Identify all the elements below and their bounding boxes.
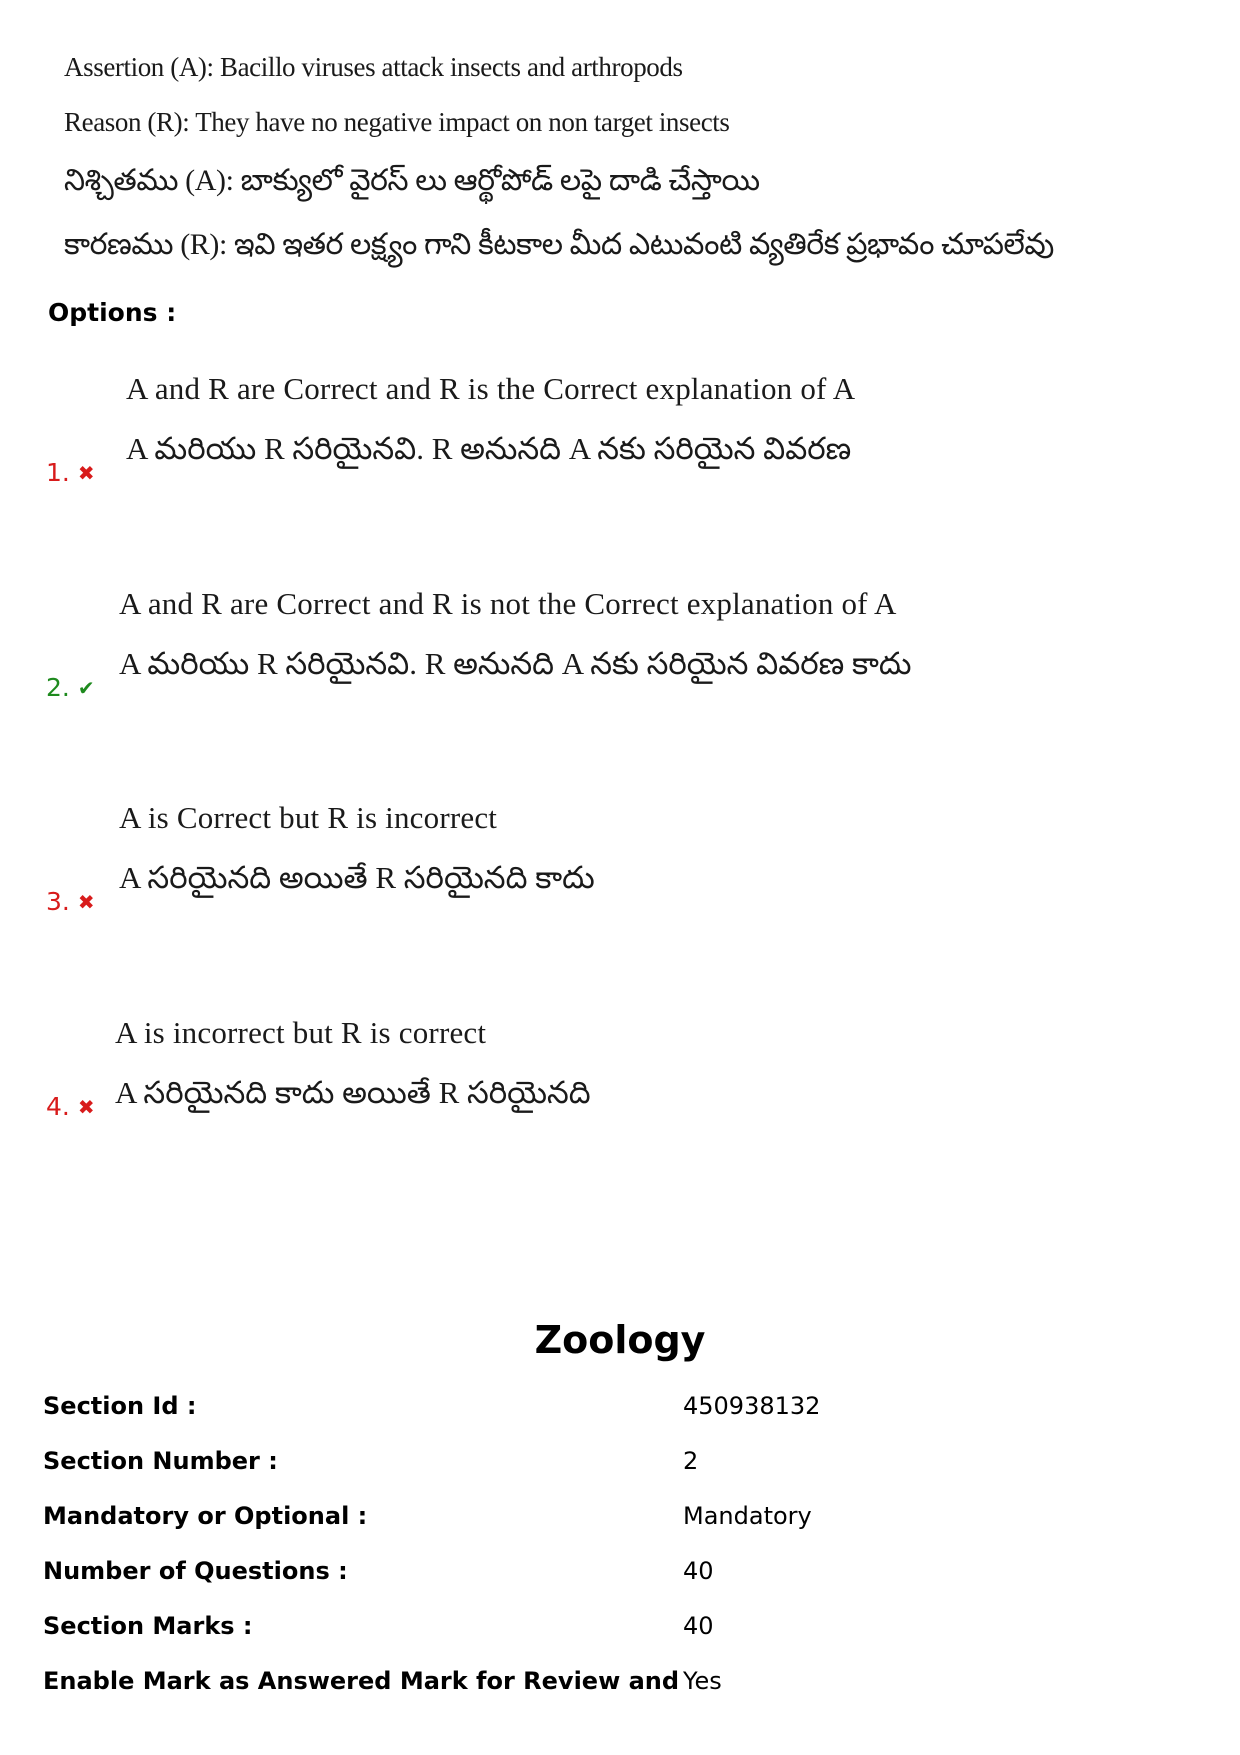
reason-en: Reason (R): They have no negative impact on non target insects — [64, 107, 730, 137]
reason-te: కారణము (R): ఇవి ఇతర లక్ష్యం గాని కీటకాల మీద ఎటువంటి వ్యతిరేక ప్రభావం చూపలేవు — [64, 228, 1054, 261]
cross-icon: ✖ — [77, 1094, 95, 1119]
info-label: Mandatory or Optional : — [43, 1501, 368, 1530]
info-row — [43, 1598, 1203, 1653]
info-value: Mandatory — [683, 1501, 812, 1530]
assertion-te: నిశ్చితము (A): బాక్యులో వైరస్ లు ఆర్థోపోడ్ లపై దాడి చేస్తాయి — [64, 164, 760, 197]
option-number: 1. ✖ — [46, 458, 95, 487]
assertion-en: Assertion (A): Bacillo viruses attack insects and arthropods — [64, 52, 683, 82]
info-value: 450938132 — [683, 1391, 821, 1420]
option-4 — [0, 1004, 1240, 1204]
option-number: 3. ✖ — [46, 887, 95, 916]
info-row — [43, 1543, 1203, 1598]
info-label: Section Marks : — [43, 1611, 253, 1640]
info-value: 40 — [683, 1611, 714, 1640]
info-value: 40 — [683, 1556, 714, 1585]
option-number: 2. ✔ — [46, 673, 95, 702]
section-info-table — [43, 1378, 1203, 1708]
section-title: Zoology — [534, 1318, 706, 1362]
info-row — [43, 1488, 1203, 1543]
check-icon: ✔ — [77, 675, 95, 700]
option-3 — [0, 789, 1240, 989]
info-row — [43, 1653, 1203, 1708]
option-number: 4. ✖ — [46, 1092, 95, 1121]
cross-icon: ✖ — [77, 889, 95, 914]
option-text: A is incorrect but R is correct A సరియైనది కాదు అయితే R సరియైనది — [115, 1015, 591, 1110]
info-label: Section Id : — [43, 1391, 197, 1420]
option-text: A and R are Correct and R is the Correct explanation of A A మరియు R సరియైనవి. R అనునది A నకు సరియైన వివరణ — [126, 371, 856, 466]
info-label: Number of Questions : — [43, 1556, 348, 1585]
option-text: A is Correct but R is incorrect A సరియైనది అయితే R సరియైనది కాదు — [119, 800, 595, 895]
info-label: Section Number : — [43, 1446, 278, 1475]
option-2 — [0, 575, 1240, 775]
cross-icon: ✖ — [77, 460, 95, 485]
option-text: A and R are Correct and R is not the Correct explanation of A A మరియు R సరియైనవి. R అనునది A నకు సరియైన వివరణ కాదు — [119, 586, 912, 681]
info-label: Enable Mark as Answered Mark for Review and — [43, 1666, 680, 1695]
info-row — [43, 1378, 1203, 1433]
options-label: Options : — [48, 298, 177, 327]
info-row — [43, 1433, 1203, 1488]
info-value: 2 — [683, 1446, 699, 1475]
question-stem — [64, 40, 1054, 278]
option-1 — [0, 360, 1240, 560]
info-value: Yes — [683, 1666, 722, 1695]
